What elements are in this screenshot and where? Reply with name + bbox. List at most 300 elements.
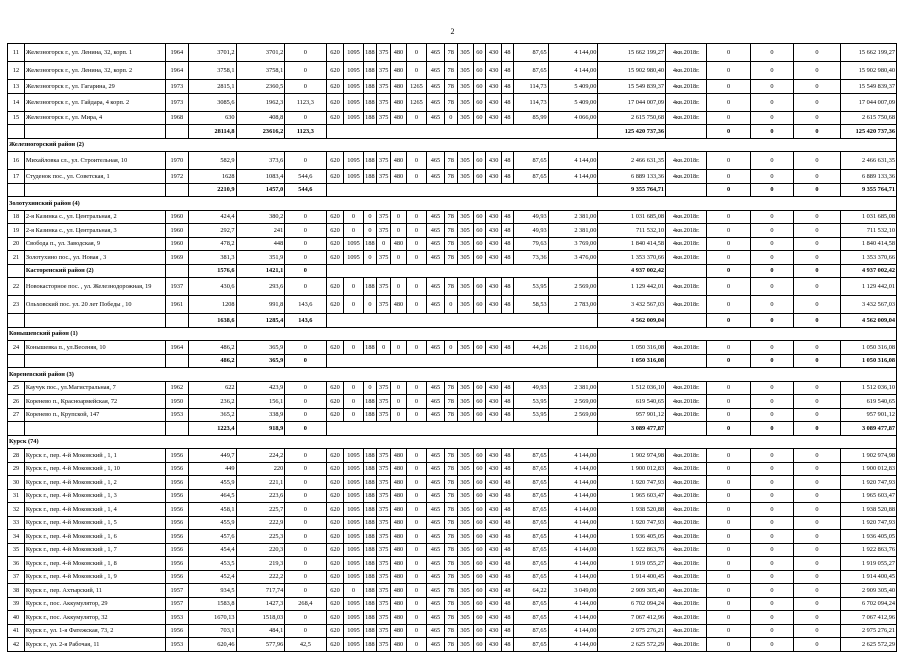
table-row xyxy=(8,624,897,638)
table-cell: 0 xyxy=(750,278,793,296)
table-cell: 375 xyxy=(377,278,391,296)
table-cell: 1 031 685,08 xyxy=(840,210,896,224)
table-cell: 0 xyxy=(794,489,841,503)
table-cell: 0 xyxy=(750,557,793,571)
table-cell xyxy=(666,422,707,436)
table-cell: 0 xyxy=(794,584,841,598)
table-cell: 4кв.2018г. xyxy=(666,395,707,409)
table-cell: 430 xyxy=(486,44,502,62)
subtotal-zero: 0 xyxy=(794,314,841,328)
table-cell: 305 xyxy=(457,489,473,503)
table-cell: 351,9 xyxy=(236,251,285,265)
table-cell: 455,9 xyxy=(188,476,236,490)
subtotal-nonresidential-area: 0 xyxy=(285,354,326,368)
table-cell: 18 xyxy=(8,210,25,224)
table-cell: 0 xyxy=(406,237,426,251)
table-cell: 4кв.2018г. xyxy=(666,93,707,111)
table-cell: 0 xyxy=(794,408,841,422)
table-cell: 1956 xyxy=(165,516,188,530)
table-cell: 0 xyxy=(406,152,426,170)
table-cell: 2 569,00 xyxy=(548,408,598,422)
table-cell: 15 549 839,37 xyxy=(840,80,896,94)
table-cell: 430 xyxy=(486,584,502,598)
table-cell: 48 xyxy=(502,408,514,422)
table-cell: 480 xyxy=(391,570,407,584)
address-cell: Железногорск г., ул. Гайдара, 4 корп. 2 xyxy=(24,93,165,111)
table-cell: 465 xyxy=(426,611,444,625)
table-cell: 4кв.2018г. xyxy=(666,224,707,238)
subtotal-zero: 0 xyxy=(794,125,841,139)
table-cell: 465 xyxy=(426,597,444,611)
table-cell: 0 xyxy=(406,278,426,296)
table-cell: 373,6 xyxy=(236,152,285,170)
table-cell: 620 xyxy=(326,170,344,184)
table-cell: 0 xyxy=(794,210,841,224)
table-cell: 465 xyxy=(426,296,444,314)
table-cell: 25 xyxy=(8,381,25,395)
table-cell: 620 xyxy=(326,476,344,490)
table-cell: 480 xyxy=(391,449,407,463)
table-cell: 4 144,00 xyxy=(548,476,598,490)
table-cell: 305 xyxy=(457,224,473,238)
table-cell: 0 xyxy=(344,408,363,422)
table-cell: 42,5 xyxy=(285,638,326,652)
table-cell: 0 xyxy=(794,278,841,296)
table-cell: 188 xyxy=(363,237,377,251)
table-cell: 0 xyxy=(285,341,326,355)
table-cell: 1 900 012,83 xyxy=(598,462,666,476)
table-cell: 620 xyxy=(326,611,344,625)
table-cell: 26 xyxy=(8,395,25,409)
table-cell: 48 xyxy=(502,237,514,251)
table-cell: 1 129 442,01 xyxy=(840,278,896,296)
table-cell: 430 xyxy=(486,224,502,238)
table-cell: 1095 xyxy=(344,93,363,111)
table-cell: 465 xyxy=(426,570,444,584)
table-cell: 60 xyxy=(473,462,486,476)
section-title: Касторенский район (2) xyxy=(24,264,165,278)
subtotal-cost: 4 562 009,04 xyxy=(598,314,666,328)
table-cell: 0 xyxy=(707,462,750,476)
table-cell: 453,5 xyxy=(188,557,236,571)
table-cell: 620 xyxy=(326,584,344,598)
table-cell xyxy=(326,125,598,139)
table-cell: 0 xyxy=(377,237,391,251)
table-cell: 1957 xyxy=(165,584,188,598)
table-cell: 15 549 839,37 xyxy=(598,80,666,94)
table-cell: 78 xyxy=(444,530,457,544)
table-cell xyxy=(165,264,188,278)
table-cell: 0 xyxy=(406,111,426,125)
subtotal-nonresidential-area: 0 xyxy=(285,264,326,278)
subtotal-residential-area: 1457,0 xyxy=(236,183,285,197)
table-cell: 48 xyxy=(502,570,514,584)
table-cell: 3 049,00 xyxy=(548,584,598,598)
address-cell: Курск г., пер. 4-й Моковский , 1, 8 xyxy=(24,557,165,571)
table-cell: 48 xyxy=(502,476,514,490)
subtotal-zero: 0 xyxy=(794,422,841,436)
table-cell: 0 xyxy=(406,381,426,395)
table-cell: 0 xyxy=(391,341,407,355)
table-cell: 0 xyxy=(750,476,793,490)
table-cell: 44,26 xyxy=(513,341,548,355)
table-cell xyxy=(24,125,165,139)
table-cell: 0 xyxy=(707,408,750,422)
table-cell: 620 xyxy=(326,152,344,170)
table-cell: 0 xyxy=(707,251,750,265)
table-cell: 1 965 603,47 xyxy=(598,489,666,503)
table-cell: 48 xyxy=(502,251,514,265)
table-cell: 4 144,00 xyxy=(548,557,598,571)
table-cell: 465 xyxy=(426,62,444,80)
table-cell: 0 xyxy=(750,237,793,251)
table-cell: 375 xyxy=(377,530,391,544)
table-cell: 0 xyxy=(707,638,750,652)
table-cell: 0 xyxy=(750,489,793,503)
subtotal-total-area: 28114,8 xyxy=(188,125,236,139)
table-cell: 1956 xyxy=(165,462,188,476)
table-cell: 4кв.2018г. xyxy=(666,584,707,598)
table-cell: 380,2 xyxy=(236,210,285,224)
table-cell: 0 xyxy=(391,210,407,224)
table-cell: 188 xyxy=(363,93,377,111)
table-cell: 1 920 747,93 xyxy=(598,516,666,530)
table-cell: 486,2 xyxy=(188,341,236,355)
table-cell: 305 xyxy=(457,516,473,530)
table-cell: 87,65 xyxy=(513,152,548,170)
table-cell: 17 xyxy=(8,170,25,184)
table-cell: 60 xyxy=(473,611,486,625)
table-cell: 430 xyxy=(486,638,502,652)
table-cell: 87,65 xyxy=(513,462,548,476)
table-cell xyxy=(8,422,25,436)
table-cell: 37 xyxy=(8,570,25,584)
table-cell: 87,65 xyxy=(513,62,548,80)
table-cell: 78 xyxy=(444,489,457,503)
table-cell: 48 xyxy=(502,152,514,170)
table-cell: 0 xyxy=(707,296,750,314)
table-cell: 87,65 xyxy=(513,597,548,611)
table-cell: 24 xyxy=(8,341,25,355)
table-cell: 480 xyxy=(391,638,407,652)
table-cell: 620 xyxy=(326,111,344,125)
table-cell: 458,1 xyxy=(188,503,236,517)
table-cell: 0 xyxy=(750,296,793,314)
table-cell: 1937 xyxy=(165,278,188,296)
table-cell: 0 xyxy=(406,624,426,638)
table-cell: 60 xyxy=(473,152,486,170)
table-cell: 60 xyxy=(473,62,486,80)
table-cell: 375 xyxy=(377,93,391,111)
table-cell: 1265 xyxy=(406,80,426,94)
table-cell: 60 xyxy=(473,476,486,490)
table-cell: 365,2 xyxy=(188,408,236,422)
table-cell: 64,22 xyxy=(513,584,548,598)
table-cell: 17 044 007,09 xyxy=(840,93,896,111)
table-cell: 0 xyxy=(285,62,326,80)
table-cell: 0 xyxy=(750,152,793,170)
table-cell: 430 xyxy=(486,408,502,422)
table-cell: 430 xyxy=(486,152,502,170)
table-cell: 15 902 980,40 xyxy=(840,62,896,80)
address-cell: Курск г., пер. 4-й Моковский , 1, 6 xyxy=(24,530,165,544)
subtotal-zero: 0 xyxy=(794,354,841,368)
address-cell: Коренево п., Крупской, 147 xyxy=(24,408,165,422)
table-cell: 78 xyxy=(444,449,457,463)
table-cell: 0 xyxy=(794,395,841,409)
table-cell: 1957 xyxy=(165,597,188,611)
table-cell: 22 xyxy=(8,278,25,296)
table-cell: 1964 xyxy=(165,62,188,80)
table-cell: 0 xyxy=(794,152,841,170)
table-cell: 375 xyxy=(377,624,391,638)
table-cell: 0 xyxy=(707,224,750,238)
table-cell: 87,65 xyxy=(513,44,548,62)
table-cell: 236,2 xyxy=(188,395,236,409)
subtotal-final: 125 420 737,36 xyxy=(840,125,896,139)
address-cell: Курск г., пер. 4-й Моковский , 1, 10 xyxy=(24,462,165,476)
table-cell: 78 xyxy=(444,570,457,584)
table-cell: 1670,13 xyxy=(188,611,236,625)
table-cell: 1095 xyxy=(344,530,363,544)
subtotal-final: 1 050 316,08 xyxy=(840,354,896,368)
table-cell: 1 840 414,58 xyxy=(598,237,666,251)
table-cell: 1 936 405,05 xyxy=(598,530,666,544)
table-cell: 87,65 xyxy=(513,489,548,503)
table-cell: 0 xyxy=(285,251,326,265)
table-cell: 620 xyxy=(326,624,344,638)
table-cell: 1095 xyxy=(344,111,363,125)
table-cell: 4кв.2018г. xyxy=(666,80,707,94)
table-cell: 4 144,00 xyxy=(548,516,598,530)
table-cell: 0 xyxy=(363,296,377,314)
table-row xyxy=(8,210,897,224)
table-cell: 1 922 863,76 xyxy=(598,543,666,557)
table-cell: 365,9 xyxy=(236,341,285,355)
table-cell: 2 783,00 xyxy=(548,296,598,314)
table-cell: 48 xyxy=(502,296,514,314)
table-cell: 48 xyxy=(502,381,514,395)
table-cell: 0 xyxy=(707,570,750,584)
section-title: Курск (74) xyxy=(8,435,897,449)
table-row xyxy=(8,251,897,265)
address-cell: Железногорск г., ул. Ленина, 32, корп. 2 xyxy=(24,62,165,80)
table-cell xyxy=(24,422,165,436)
table-cell: 430 xyxy=(486,210,502,224)
table-cell: 1095 xyxy=(344,597,363,611)
table-cell: 1 900 012,83 xyxy=(840,462,896,476)
table-cell: 1095 xyxy=(344,462,363,476)
table-cell: 4 144,00 xyxy=(548,597,598,611)
table-cell: 0 xyxy=(750,80,793,94)
table-cell: 4кв.2018г. xyxy=(666,408,707,422)
table-row xyxy=(8,462,897,476)
table-row xyxy=(8,449,897,463)
table-cell: 78 xyxy=(444,557,457,571)
table-cell: 0 xyxy=(750,584,793,598)
table-cell: 0 xyxy=(285,476,326,490)
table-cell: 3085,6 xyxy=(188,93,236,111)
table-cell: 375 xyxy=(377,408,391,422)
table-cell: 48 xyxy=(502,44,514,62)
table-cell: 87,65 xyxy=(513,543,548,557)
table-cell: 0 xyxy=(406,543,426,557)
table-cell: 480 xyxy=(391,530,407,544)
table-cell: 375 xyxy=(377,584,391,598)
subtotal-final: 4 562 009,04 xyxy=(840,314,896,328)
table-cell: 0 xyxy=(707,543,750,557)
table-cell: 4 144,00 xyxy=(548,170,598,184)
table-cell: 225,3 xyxy=(236,530,285,544)
table-cell: 480 xyxy=(391,611,407,625)
table-cell: 0 xyxy=(406,584,426,598)
table-cell: 60 xyxy=(473,570,486,584)
table-cell: 1970 xyxy=(165,152,188,170)
table-cell: 0 xyxy=(794,611,841,625)
table-cell: 1 050 316,08 xyxy=(840,341,896,355)
table-cell: 48 xyxy=(502,530,514,544)
table-cell: 2 909 305,40 xyxy=(840,584,896,598)
section-title: Конышевский район (1) xyxy=(8,327,897,341)
table-cell: 0 xyxy=(794,93,841,111)
table-row xyxy=(8,278,897,296)
table-cell: 0 xyxy=(406,170,426,184)
subtotal-zero: 0 xyxy=(707,314,750,328)
table-cell: 1953 xyxy=(165,408,188,422)
table-cell: 620 xyxy=(326,570,344,584)
address-cell: Ольховский пос. ул. 20 лет Победы , 10 xyxy=(24,296,165,314)
table-cell: 430 xyxy=(486,530,502,544)
table-cell: 430 xyxy=(486,597,502,611)
table-cell: 0 xyxy=(444,341,457,355)
table-cell: 448 xyxy=(236,237,285,251)
table-cell: 620 xyxy=(326,62,344,80)
table-cell: 305 xyxy=(457,341,473,355)
table-cell: 1583,8 xyxy=(188,597,236,611)
table-cell: 0 xyxy=(750,449,793,463)
table-cell: 1956 xyxy=(165,570,188,584)
table-cell: 1 129 442,01 xyxy=(598,278,666,296)
table-cell: 2 975 276,21 xyxy=(840,624,896,638)
address-cell: Курск г., пос. Аккумулятор, 32 xyxy=(24,611,165,625)
table-cell: 3 476,00 xyxy=(548,251,598,265)
table-cell: 222,2 xyxy=(236,570,285,584)
table-cell: 1953 xyxy=(165,611,188,625)
table-cell: 5 409,00 xyxy=(548,80,598,94)
table-cell: 0 xyxy=(750,224,793,238)
table-cell: 12 xyxy=(8,62,25,80)
table-cell: 292,7 xyxy=(188,224,236,238)
table-cell: 1950 xyxy=(165,395,188,409)
table-cell: 375 xyxy=(377,611,391,625)
table-cell: 0 xyxy=(750,341,793,355)
table-cell: 957 901,12 xyxy=(598,408,666,422)
table-cell: 465 xyxy=(426,516,444,530)
table-cell: 0 xyxy=(406,489,426,503)
table-cell: 1956 xyxy=(165,476,188,490)
table-cell: 4 144,00 xyxy=(548,62,598,80)
table-cell: 0 xyxy=(794,296,841,314)
table-cell: 78 xyxy=(444,381,457,395)
table-cell: 0 xyxy=(750,395,793,409)
table-cell: 4кв.2018г. xyxy=(666,296,707,314)
table-cell xyxy=(326,422,598,436)
table-cell: 480 xyxy=(391,462,407,476)
table-cell: 78 xyxy=(444,584,457,598)
table-cell: 338,9 xyxy=(236,408,285,422)
subtotal-zero: 0 xyxy=(707,264,750,278)
table-cell: 0 xyxy=(750,251,793,265)
table-cell: 480 xyxy=(391,44,407,62)
subtotal-zero: 0 xyxy=(750,264,793,278)
table-cell: 1 840 414,58 xyxy=(840,237,896,251)
table-cell: 31 xyxy=(8,489,25,503)
table-cell: 934,5 xyxy=(188,584,236,598)
table-cell: 78 xyxy=(444,624,457,638)
table-cell: 711 532,10 xyxy=(840,224,896,238)
table-cell: 0 xyxy=(707,476,750,490)
table-cell: 465 xyxy=(426,341,444,355)
table-cell: 6 702 094,24 xyxy=(598,597,666,611)
table-cell xyxy=(24,354,165,368)
table-cell: 78 xyxy=(444,224,457,238)
table-cell: 465 xyxy=(426,93,444,111)
table-cell: 1083,4 xyxy=(236,170,285,184)
table-cell: 424,4 xyxy=(188,210,236,224)
table-cell: 0 xyxy=(285,278,326,296)
table-cell: 78 xyxy=(444,278,457,296)
table-cell: 4кв.2018г. xyxy=(666,62,707,80)
table-cell: 430 xyxy=(486,170,502,184)
table-cell: 188 xyxy=(363,476,377,490)
subtotal-cost: 9 355 764,71 xyxy=(598,183,666,197)
table-row xyxy=(8,476,897,490)
table-cell: 0 xyxy=(794,44,841,62)
table-cell: 622 xyxy=(188,381,236,395)
table-cell: 48 xyxy=(502,210,514,224)
table-cell: 430 xyxy=(486,395,502,409)
table-cell: 480 xyxy=(391,516,407,530)
table-cell: 1956 xyxy=(165,543,188,557)
table-cell: 375 xyxy=(377,449,391,463)
table-cell: 0 xyxy=(406,516,426,530)
table-cell xyxy=(8,125,25,139)
table-row xyxy=(8,489,897,503)
table-row xyxy=(8,557,897,571)
table-cell: 1 902 974,98 xyxy=(598,449,666,463)
table-cell: 430 xyxy=(486,80,502,94)
subtotal-residential-area: 1421,1 xyxy=(236,264,285,278)
address-cell: Железногорск г., ул. Мира, 4 xyxy=(24,111,165,125)
table-cell: 375 xyxy=(377,44,391,62)
table-cell: 620 xyxy=(326,296,344,314)
table-cell: 305 xyxy=(457,530,473,544)
table-cell: 0 xyxy=(406,224,426,238)
table-cell: 0 xyxy=(794,557,841,571)
table-cell: 0 xyxy=(285,462,326,476)
table-cell: 4кв.2018г. xyxy=(666,278,707,296)
table-cell: 48 xyxy=(502,516,514,530)
table-cell: 577,96 xyxy=(236,638,285,652)
table-cell: 1095 xyxy=(344,516,363,530)
table-cell: 188 xyxy=(363,408,377,422)
table-cell xyxy=(165,314,188,328)
address-cell: Свобода п., ул. Заводская, 9 xyxy=(24,237,165,251)
table-cell: 0 xyxy=(794,449,841,463)
table-cell: 87,65 xyxy=(513,557,548,571)
table-cell: 4 144,00 xyxy=(548,570,598,584)
table-cell: 620 xyxy=(326,80,344,94)
